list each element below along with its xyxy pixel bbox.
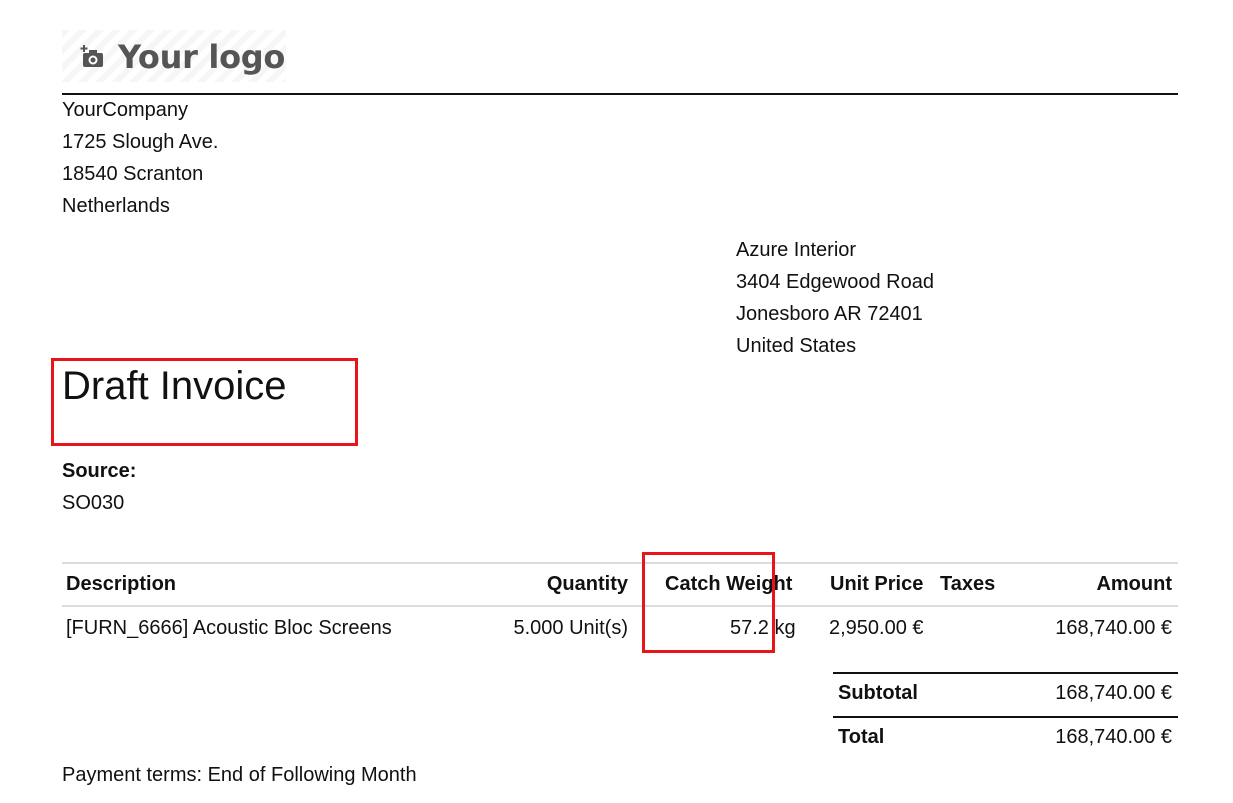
company-country: Netherlands [62,195,170,217]
company-name: YourCompany [62,99,189,121]
header-quantity: Quantity [546,573,628,595]
company-city: 18540 Scranton [62,163,204,185]
source-label: Source: [62,460,137,482]
total-rule [833,716,1178,718]
subtotal-label: Subtotal [838,682,918,704]
annotation-box-title [51,358,358,446]
header-amount: Amount [1096,573,1172,595]
row-unit-price: 2,950.00 € [829,617,924,639]
header-unit-price: Unit Price [830,573,924,595]
camera-add-icon [80,44,106,70]
header-divider [62,93,1178,95]
customer-city: Jonesboro AR 72401 [736,303,923,325]
row-amount: 168,740.00 € [1055,617,1172,639]
subtotal-rule [833,672,1178,674]
total-value: 168,740.00 € [1055,726,1172,748]
subtotal-value: 168,740.00 € [1055,682,1172,704]
row-catch-weight: 57.2 kg [730,617,796,639]
customer-country: United States [736,335,857,357]
document-title: Draft Invoice [62,364,287,408]
company-address [62,94,218,222]
customer-name: Azure Interior [736,239,857,261]
header-description: Description [66,573,177,595]
header-taxes: Taxes [940,573,996,595]
payment-terms: Payment terms: End of Following Month [62,764,417,786]
table-header-top-rule [62,562,1178,564]
annotation-box-catch-weight [642,552,775,653]
company-street: 1725 Slough Ave. [62,131,219,153]
logo-text: Your logo [118,38,286,76]
source-value: SO030 [62,492,125,514]
table-header-bottom-rule [62,605,1178,607]
customer-address [736,234,934,362]
total-label: Total [838,726,885,748]
row-quantity: 5.000 Unit(s) [513,617,628,639]
row-description: [FURN_6666] Acoustic Bloc Screens [66,617,392,639]
customer-street: 3404 Edgewood Road [736,271,934,293]
header-catch-weight: Catch Weight [665,573,793,595]
